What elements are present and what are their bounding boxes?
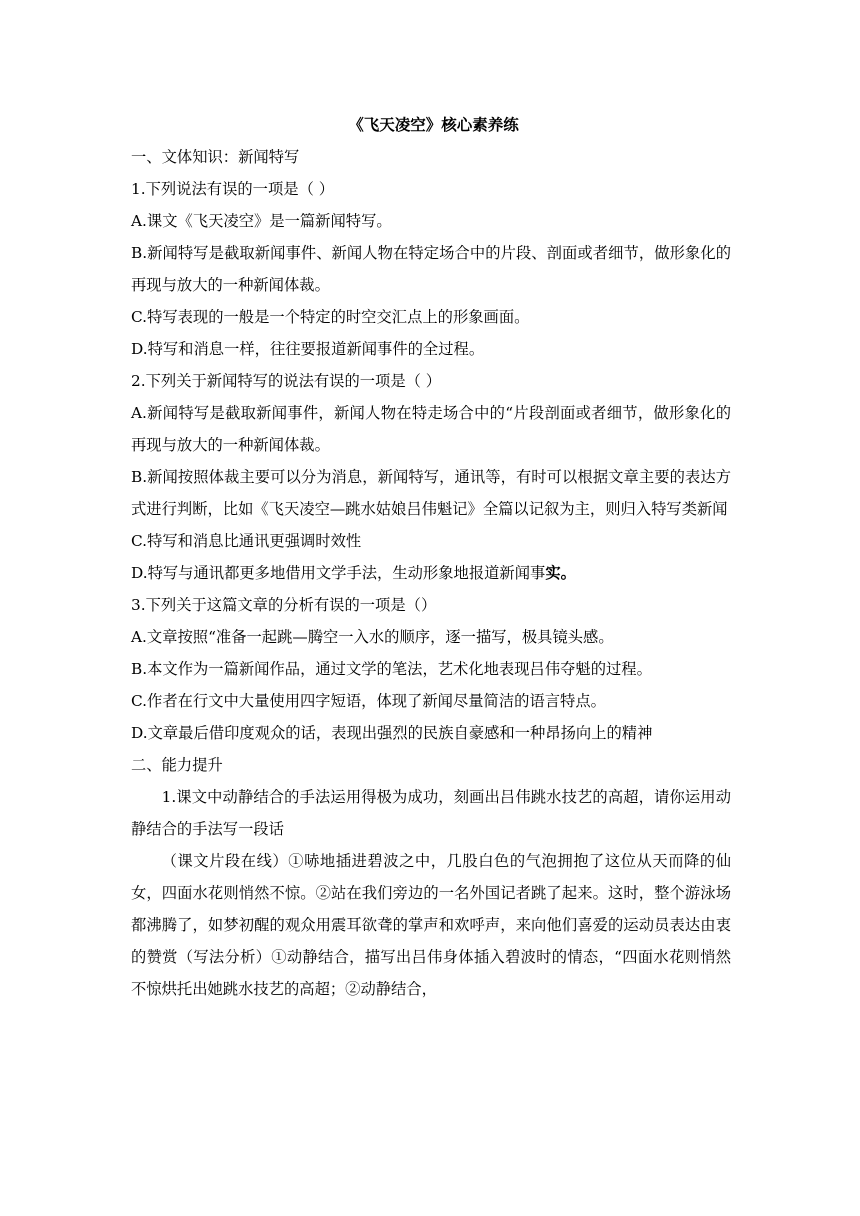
section-heading-style-knowledge: 一、文体知识：新闻特写 bbox=[131, 148, 300, 166]
question-1-option-a: A.课文《飞天凌空》是一篇新闻特写。 bbox=[131, 212, 392, 230]
section-heading-ability: 二、能力提升 bbox=[131, 756, 223, 774]
question-3-stem: 3.下列关于这篇文章的分析有误的一项是（） bbox=[131, 596, 437, 614]
document-title: 《飞天凌空》核心素养练 bbox=[348, 115, 519, 134]
question-3-option-b: B.本文作为一篇新闻作品，通过文学的笔法，艺术化地表现吕伟夺魁的过程。 bbox=[131, 660, 652, 678]
document-body bbox=[131, 108, 731, 1005]
question-2-stem: 2.下列关于新闻特写的说法有误的一项是（ ） bbox=[131, 372, 442, 390]
question-2-option-a: A.新闻特写是截取新闻事件，新闻人物在特走场合中的“片段剖面或者细节，做形象化的再现与放大的一种新闻体裁。 bbox=[131, 404, 731, 454]
question-2-option-c: C.特写和消息比通讯更强调时效性 bbox=[131, 532, 362, 550]
question-2-option-d bbox=[131, 557, 731, 589]
question-2-option-d-bold-text: 实。 bbox=[545, 564, 576, 582]
ability-task: 1.课文中动静结合的手法运用得极为成功，刻画出吕伟跳水技艺的高超，请你运用动静结合的手法写一段话 bbox=[131, 788, 731, 838]
question-1-stem: 1.下列说法有误的一项是（ ） bbox=[131, 180, 335, 198]
question-2-option-b: B.新闻按照体裁主要可以分为消息，新闻特写，通讯等，有时可以根据文章主要的表达方式进行判断，比如《飞天凌空—跳水姑娘吕伟魁记》全篇以记叙为主，则归入特写类新闻 bbox=[131, 468, 731, 518]
question-1-option-d: D.特写和消息一样，往往要报道新闻事件的全过程。 bbox=[131, 340, 485, 358]
question-3-option-c: C.作者在行文中大量使用四字短语，体现了新闻尽量简洁的语言特点。 bbox=[131, 692, 606, 710]
question-1-option-b: B.新闻特写是截取新闻事件、新闻人物在特定场合中的片段、剖面或者细节，做形象化的再现与放大的一种新闻体裁。 bbox=[131, 244, 731, 294]
ability-excerpt: （课文片段在线）①哧地插进碧波之中，几股白色的气泡拥抱了这位从天而降的仙女，四面水花则悄然不惊。②站在我们旁边的一名外国记者跳了起来。这时，整个游泳场都沸腾了，如梦初醒的观众用震耳欲聋的掌声和欢呼声，来向他们喜爱的运动员表达由衷的赞赏（写法分析）①动静结合，描写出吕伟身体插入碧波时的情态，“四面水花则悄然不惊烘托出她跳水技艺的高超；②动静结合， bbox=[131, 852, 731, 998]
question-3-option-d: D.文章最后借印度观众的话，表现出强烈的民族自豪感和一种昂扬向上的精神 bbox=[131, 724, 653, 742]
question-3-option-a: A.文章按照“准备一起跳—腾空一入水的顺序，逐一描写，极具镜头感。 bbox=[131, 628, 614, 646]
question-2-option-d-text: D.特写与通讯都更多地借用文学手法，生动形象地报道新闻事 bbox=[131, 564, 546, 582]
question-1-option-c: C.特写表现的一般是一个特定的时空交汇点上的形象画面。 bbox=[131, 308, 530, 326]
